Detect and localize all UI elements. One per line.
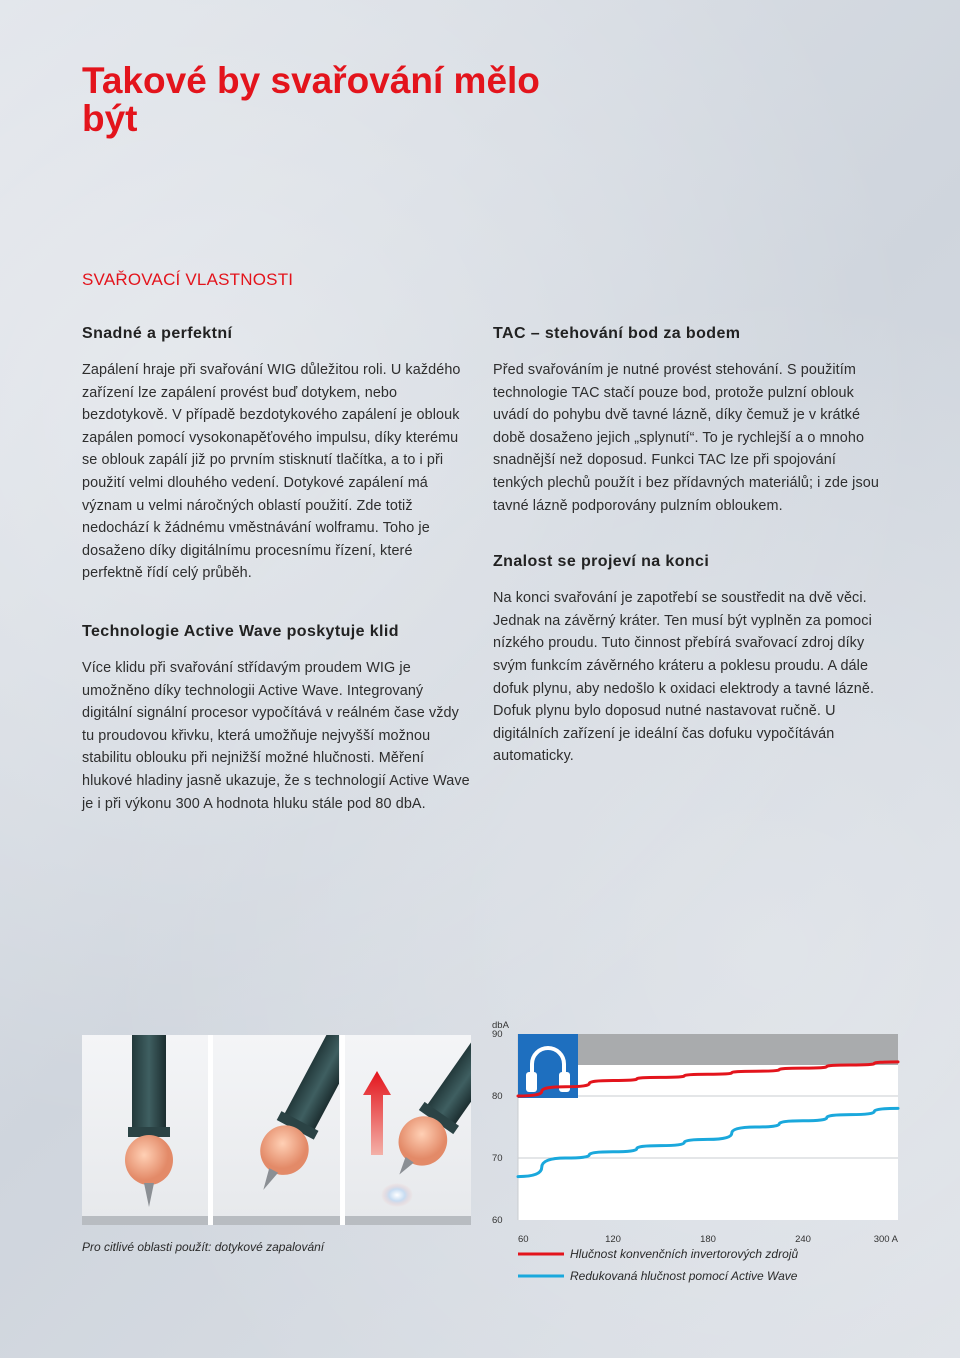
electrode-tilt-icon: [213, 1035, 339, 1216]
page-title: Takové by svařování mělo být: [82, 60, 540, 139]
text-snadne-a-perfektni: Zapálení hraje při svařování WIG důležitou roli. U každého zařízení lze zapálení provést buď dotykem, nebo bezdotykově. V případě bezdotykového zapálení je oblouk zapálen pomocí vysokonapěťového impulsu, díky kterému se oblouk zapálí již po prvním stisknutí tlačítka, a to i při použití velmi dlouhého vedení. Dotykové zapálení má význam u velmi náročných oblastí použití. Zde totiž nedochází k žádnému vměstnávání wolframu. Toho je dosaženo díky digitálnímu procesnímu řízení, které perfektně řídí celý průběh.: [82, 362, 461, 582]
y-tick-label: 60: [492, 1215, 503, 1226]
heading-active-wave: Technologie Active Wave poskytuje klid: [82, 622, 399, 640]
illustration-panel-3: [345, 1035, 471, 1225]
legend-label: Redukovaná hlučnost pomocí Active Wave: [570, 1269, 798, 1283]
text-active-wave: Více klidu při svařování střídavým proudem WIG je umožněno díky technologii Active Wave. Integrovaný digitální signální procesor vypočítává v reálném čase vždy tu proudovou křivku, která umožňuje nejvyšší možnou stabilitu oblouku při nejnižší možné hlučnosti. Měření hlukové hladiny jasně ukazuje, že s technologií Active Wave je i při výkonu 300 A hodnota hluku stále pod 80 dbA.: [82, 659, 470, 812]
text-znalost: Na konci svařování je zapotřebí se soustředit na dvě věci. Jednak na závěrný kráter. Ten musí být vyplněn za pomoci nízkého proudu. Tuto činnost přebírá svařovací zdroj díky svým funkcím závěrného kráteru a poklesu proudu. A dále dofuk plynu, aby nedošlo k oxidaci elektrody a tavné lázně. Dofuk plynu bylo doposud nutné nastavovat ručně. U digitálních zařízení je ideální čas dofuku vypočítáván automaticky.: [493, 590, 875, 765]
ignition-illustration: [82, 1035, 471, 1225]
legend-label: Hlučnost konvenčních invertorových zdrojů: [570, 1247, 799, 1261]
illustration-panel-1: [82, 1035, 208, 1225]
section-heading: SVAŘOVACÍ VLASTNOSTI: [82, 270, 294, 289]
chart-ylabel: dbA: [492, 1020, 509, 1031]
electrode-contact-icon: [82, 1035, 208, 1216]
y-tick-label: 70: [492, 1153, 503, 1164]
left-column: [82, 325, 472, 815]
heading-znalost: Znalost se projeví na konci: [493, 553, 710, 571]
y-tick-label: 90: [492, 1029, 503, 1040]
x-tick-label: 240: [795, 1234, 811, 1245]
x-tick-label: 120: [605, 1234, 621, 1245]
right-column: [493, 325, 883, 768]
illustration-caption: Pro citlivé oblasti použít: dotykové zapalování: [82, 1240, 325, 1254]
electrode-lift-icon: [345, 1035, 471, 1216]
y-tick-label: 80: [492, 1091, 503, 1102]
x-tick-label: 180: [700, 1234, 716, 1245]
x-tick-label: 60: [518, 1234, 529, 1245]
heading-tac: TAC – stehování bod za bodem: [493, 325, 741, 342]
x-tick-label: 300 A: [873, 1234, 898, 1245]
noise-chart: [480, 1010, 910, 1300]
illustration-panel-2: [213, 1035, 339, 1225]
text-tac: Před svařováním je nutné provést stehování. S použitím technologie TAC stačí pouze bod, protože pulzní oblouk uvádí do pohybu dvě tavné lázně, díky čemuž je v krátké době dosaženo jejich „splynutí“. To je rychlejší a o mnoho snadnější než doposud. Funkci TAC lze při spojování tenkých plechů použít i bez přídavných materiálů; i zde jsou tavné lázně podporovány pulzním obloukem.: [493, 362, 879, 514]
heading-snadne-a-perfektni: Snadné a perfektní: [82, 325, 233, 342]
